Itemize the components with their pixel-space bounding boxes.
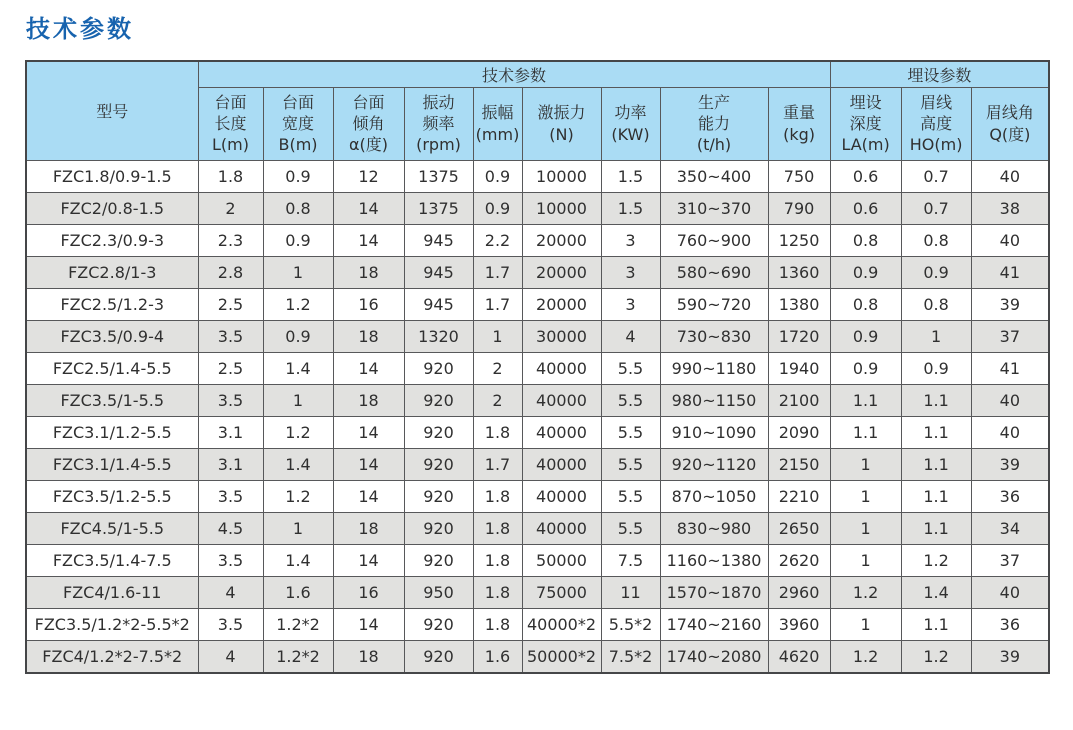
- group-header-technical: 技术参数: [198, 61, 830, 87]
- value-cell: 1.4: [901, 576, 971, 608]
- value-cell: 2100: [768, 384, 830, 416]
- value-cell: 920: [404, 480, 473, 512]
- value-cell: 39: [971, 640, 1049, 673]
- value-cell: 14: [333, 192, 404, 224]
- value-cell: 75000: [522, 576, 601, 608]
- value-cell: 37: [971, 320, 1049, 352]
- value-cell: 0.9: [263, 160, 333, 192]
- value-cell: 40000: [522, 384, 601, 416]
- value-cell: 590~720: [660, 288, 768, 320]
- value-cell: 30000: [522, 320, 601, 352]
- value-cell: 1: [830, 608, 901, 640]
- value-cell: 990~1180: [660, 352, 768, 384]
- value-cell: 3.1: [198, 416, 263, 448]
- value-cell: 4: [601, 320, 660, 352]
- value-cell: 36: [971, 480, 1049, 512]
- value-cell: 1: [830, 544, 901, 576]
- column-header-exciting-force: 激振力 (N): [522, 87, 601, 160]
- value-cell: 1380: [768, 288, 830, 320]
- value-cell: 1.1: [830, 384, 901, 416]
- value-cell: 0.7: [901, 160, 971, 192]
- value-cell: 5.5: [601, 384, 660, 416]
- table-row: [26, 416, 1049, 448]
- value-cell: 1.6: [263, 576, 333, 608]
- value-cell: 18: [333, 256, 404, 288]
- value-cell: 1: [830, 448, 901, 480]
- value-cell: 1160~1380: [660, 544, 768, 576]
- value-cell: 1720: [768, 320, 830, 352]
- model-cell: FZC1.8/0.9-1.5: [26, 160, 198, 192]
- value-cell: 14: [333, 608, 404, 640]
- value-cell: 16: [333, 288, 404, 320]
- value-cell: 1.8: [473, 512, 522, 544]
- value-cell: 3: [601, 288, 660, 320]
- value-cell: 2090: [768, 416, 830, 448]
- value-cell: 14: [333, 480, 404, 512]
- value-cell: 40: [971, 384, 1049, 416]
- value-cell: 0.9: [901, 256, 971, 288]
- value-cell: 3.5: [198, 480, 263, 512]
- value-cell: 1570~1870: [660, 576, 768, 608]
- value-cell: 2.5: [198, 352, 263, 384]
- value-cell: 3.5: [198, 320, 263, 352]
- value-cell: 40: [971, 576, 1049, 608]
- value-cell: 1: [901, 320, 971, 352]
- value-cell: 37: [971, 544, 1049, 576]
- value-cell: 2210: [768, 480, 830, 512]
- model-cell: FZC3.5/1.4-7.5: [26, 544, 198, 576]
- value-cell: 1.1: [901, 384, 971, 416]
- value-cell: 3.5: [198, 544, 263, 576]
- value-cell: 945: [404, 256, 473, 288]
- model-cell: FZC2/0.8-1.5: [26, 192, 198, 224]
- value-cell: 910~1090: [660, 416, 768, 448]
- value-cell: 1.6: [473, 640, 522, 673]
- value-cell: 1: [263, 512, 333, 544]
- column-header-power: 功率 (KW): [601, 87, 660, 160]
- value-cell: 1.7: [473, 256, 522, 288]
- value-cell: 14: [333, 416, 404, 448]
- value-cell: 1.4: [263, 352, 333, 384]
- value-cell: 1.8: [473, 576, 522, 608]
- table-body: [26, 160, 1049, 673]
- value-cell: 40: [971, 224, 1049, 256]
- value-cell: 12: [333, 160, 404, 192]
- value-cell: 2650: [768, 512, 830, 544]
- value-cell: 40000: [522, 352, 601, 384]
- value-cell: 580~690: [660, 256, 768, 288]
- value-cell: 1.2: [901, 640, 971, 673]
- value-cell: 0.7: [901, 192, 971, 224]
- table-row: [26, 448, 1049, 480]
- value-cell: 50000*2: [522, 640, 601, 673]
- value-cell: 40000: [522, 416, 601, 448]
- table-row: [26, 576, 1049, 608]
- value-cell: 4: [198, 576, 263, 608]
- group-header-row: [26, 61, 1049, 87]
- value-cell: 3.5: [198, 608, 263, 640]
- value-cell: 0.9: [473, 192, 522, 224]
- value-cell: 40: [971, 160, 1049, 192]
- value-cell: 920~1120: [660, 448, 768, 480]
- value-cell: 2.8: [198, 256, 263, 288]
- value-cell: 14: [333, 352, 404, 384]
- value-cell: 0.6: [830, 192, 901, 224]
- value-cell: 41: [971, 352, 1049, 384]
- table-row: [26, 224, 1049, 256]
- value-cell: 920: [404, 512, 473, 544]
- value-cell: 2960: [768, 576, 830, 608]
- value-cell: 1: [263, 384, 333, 416]
- value-cell: 5.5: [601, 416, 660, 448]
- value-cell: 830~980: [660, 512, 768, 544]
- value-cell: 0.9: [830, 256, 901, 288]
- table-row: [26, 640, 1049, 673]
- value-cell: 0.8: [263, 192, 333, 224]
- value-cell: 3.1: [198, 448, 263, 480]
- table-row: [26, 544, 1049, 576]
- value-cell: 4.5: [198, 512, 263, 544]
- value-cell: 34: [971, 512, 1049, 544]
- value-cell: 11: [601, 576, 660, 608]
- model-cell: FZC2.8/1-3: [26, 256, 198, 288]
- value-cell: 1.8: [473, 416, 522, 448]
- value-cell: 1.4: [263, 544, 333, 576]
- value-cell: 945: [404, 224, 473, 256]
- table-row: [26, 352, 1049, 384]
- value-cell: 760~900: [660, 224, 768, 256]
- value-cell: 10000: [522, 192, 601, 224]
- value-cell: 7.5: [601, 544, 660, 576]
- value-cell: 2: [198, 192, 263, 224]
- value-cell: 920: [404, 544, 473, 576]
- value-cell: 870~1050: [660, 480, 768, 512]
- value-cell: 41: [971, 256, 1049, 288]
- value-cell: 1.7: [473, 448, 522, 480]
- value-cell: 2.3: [198, 224, 263, 256]
- value-cell: 0.9: [830, 352, 901, 384]
- value-cell: 20000: [522, 256, 601, 288]
- value-cell: 18: [333, 320, 404, 352]
- value-cell: 0.9: [830, 320, 901, 352]
- value-cell: 1940: [768, 352, 830, 384]
- table-row: [26, 160, 1049, 192]
- value-cell: 950: [404, 576, 473, 608]
- value-cell: 40000*2: [522, 608, 601, 640]
- model-cell: FZC4/1.2*2-7.5*2: [26, 640, 198, 673]
- column-header-brow-angle: 眉线角 Q(度): [971, 87, 1049, 160]
- table-row: [26, 288, 1049, 320]
- column-header-capacity: 生产 能力 (t/h): [660, 87, 768, 160]
- value-cell: 2: [473, 352, 522, 384]
- value-cell: 0.8: [830, 224, 901, 256]
- table-row: [26, 320, 1049, 352]
- value-cell: 0.9: [473, 160, 522, 192]
- value-cell: 40000: [522, 512, 601, 544]
- value-cell: 1.2: [263, 480, 333, 512]
- model-cell: FZC4/1.6-11: [26, 576, 198, 608]
- value-cell: 5.5: [601, 480, 660, 512]
- value-cell: 40000: [522, 480, 601, 512]
- value-cell: 1: [473, 320, 522, 352]
- value-cell: 730~830: [660, 320, 768, 352]
- value-cell: 3: [601, 224, 660, 256]
- model-cell: FZC3.5/1.2-5.5: [26, 480, 198, 512]
- value-cell: 18: [333, 384, 404, 416]
- table-row: [26, 256, 1049, 288]
- column-header-table-width: 台面 宽度 B(m): [263, 87, 333, 160]
- value-cell: 5.5: [601, 352, 660, 384]
- table-row: [26, 608, 1049, 640]
- page-title: 技术参数: [26, 15, 134, 43]
- value-cell: 39: [971, 448, 1049, 480]
- value-cell: 1.2: [830, 576, 901, 608]
- value-cell: 5.5*2: [601, 608, 660, 640]
- value-cell: 39: [971, 288, 1049, 320]
- value-cell: 36: [971, 608, 1049, 640]
- value-cell: 40: [971, 416, 1049, 448]
- value-cell: 1320: [404, 320, 473, 352]
- value-cell: 1.4: [263, 448, 333, 480]
- model-cell: FZC2.3/0.9-3: [26, 224, 198, 256]
- model-column-header: 型号: [26, 61, 198, 160]
- value-cell: 1375: [404, 192, 473, 224]
- value-cell: 0.9: [263, 224, 333, 256]
- value-cell: 4620: [768, 640, 830, 673]
- value-cell: 2: [473, 384, 522, 416]
- value-cell: 1.1: [901, 448, 971, 480]
- value-cell: 1740~2160: [660, 608, 768, 640]
- value-cell: 10000: [522, 160, 601, 192]
- value-cell: 920: [404, 448, 473, 480]
- value-cell: 1: [830, 480, 901, 512]
- value-cell: 20000: [522, 288, 601, 320]
- value-cell: 1.7: [473, 288, 522, 320]
- value-cell: 920: [404, 384, 473, 416]
- group-header-burial: 埋设参数: [830, 61, 1049, 87]
- table-row: [26, 384, 1049, 416]
- spec-table: [25, 60, 1050, 674]
- value-cell: 1.2: [830, 640, 901, 673]
- value-cell: 1.2: [901, 544, 971, 576]
- value-cell: 350~400: [660, 160, 768, 192]
- value-cell: 3: [601, 256, 660, 288]
- model-cell: FZC3.1/1.4-5.5: [26, 448, 198, 480]
- value-cell: 310~370: [660, 192, 768, 224]
- value-cell: 1.1: [901, 416, 971, 448]
- value-cell: 0.6: [830, 160, 901, 192]
- model-cell: FZC2.5/1.2-3: [26, 288, 198, 320]
- value-cell: 1360: [768, 256, 830, 288]
- column-header-vib-frequency: 振动 频率 (rpm): [404, 87, 473, 160]
- value-cell: 50000: [522, 544, 601, 576]
- column-header-table-incline: 台面 倾角 α(度): [333, 87, 404, 160]
- model-cell: FZC3.5/0.9-4: [26, 320, 198, 352]
- value-cell: 1.1: [901, 512, 971, 544]
- value-cell: 0.8: [901, 288, 971, 320]
- value-cell: 920: [404, 352, 473, 384]
- value-cell: 0.8: [830, 288, 901, 320]
- value-cell: 2620: [768, 544, 830, 576]
- column-header-brow-height: 眉线 高度 HO(m): [901, 87, 971, 160]
- value-cell: 7.5*2: [601, 640, 660, 673]
- column-header-burial-depth: 埋设 深度 LA(m): [830, 87, 901, 160]
- value-cell: 1250: [768, 224, 830, 256]
- value-cell: 14: [333, 448, 404, 480]
- value-cell: 2150: [768, 448, 830, 480]
- value-cell: 920: [404, 416, 473, 448]
- value-cell: 920: [404, 640, 473, 673]
- table-row: [26, 192, 1049, 224]
- value-cell: 18: [333, 512, 404, 544]
- value-cell: 1.8: [473, 544, 522, 576]
- value-cell: 4: [198, 640, 263, 673]
- model-cell: FZC3.5/1-5.5: [26, 384, 198, 416]
- value-cell: 1.2: [263, 416, 333, 448]
- value-cell: 1: [263, 256, 333, 288]
- value-cell: 0.9: [263, 320, 333, 352]
- value-cell: 1.8: [473, 608, 522, 640]
- value-cell: 1.1: [901, 480, 971, 512]
- model-cell: FZC2.5/1.4-5.5: [26, 352, 198, 384]
- value-cell: 1.5: [601, 160, 660, 192]
- value-cell: 14: [333, 224, 404, 256]
- value-cell: 920: [404, 608, 473, 640]
- value-cell: 38: [971, 192, 1049, 224]
- table-head: [26, 61, 1049, 160]
- value-cell: 1.8: [473, 480, 522, 512]
- value-cell: 14: [333, 544, 404, 576]
- column-header-amplitude: 振幅 (mm): [473, 87, 522, 160]
- value-cell: 0.9: [901, 352, 971, 384]
- value-cell: 2.2: [473, 224, 522, 256]
- value-cell: 1.2: [263, 288, 333, 320]
- value-cell: 16: [333, 576, 404, 608]
- value-cell: 1375: [404, 160, 473, 192]
- value-cell: 1.1: [830, 416, 901, 448]
- value-cell: 1.5: [601, 192, 660, 224]
- model-cell: FZC3.1/1.2-5.5: [26, 416, 198, 448]
- value-cell: 945: [404, 288, 473, 320]
- value-cell: 1.2*2: [263, 608, 333, 640]
- value-cell: 3.5: [198, 384, 263, 416]
- value-cell: 40000: [522, 448, 601, 480]
- value-cell: 3960: [768, 608, 830, 640]
- value-cell: 18: [333, 640, 404, 673]
- value-cell: 1: [830, 512, 901, 544]
- value-cell: 1.1: [901, 608, 971, 640]
- table-row: [26, 512, 1049, 544]
- column-header-weight: 重量 (kg): [768, 87, 830, 160]
- value-cell: 0.8: [901, 224, 971, 256]
- value-cell: 5.5: [601, 512, 660, 544]
- model-cell: FZC3.5/1.2*2-5.5*2: [26, 608, 198, 640]
- column-header-table-length: 台面 长度 L(m): [198, 87, 263, 160]
- value-cell: 20000: [522, 224, 601, 256]
- table-row: [26, 480, 1049, 512]
- value-cell: 1.2*2: [263, 640, 333, 673]
- value-cell: 1.8: [198, 160, 263, 192]
- value-cell: 2.5: [198, 288, 263, 320]
- value-cell: 1740~2080: [660, 640, 768, 673]
- value-cell: 980~1150: [660, 384, 768, 416]
- value-cell: 790: [768, 192, 830, 224]
- value-cell: 5.5: [601, 448, 660, 480]
- value-cell: 750: [768, 160, 830, 192]
- model-cell: FZC4.5/1-5.5: [26, 512, 198, 544]
